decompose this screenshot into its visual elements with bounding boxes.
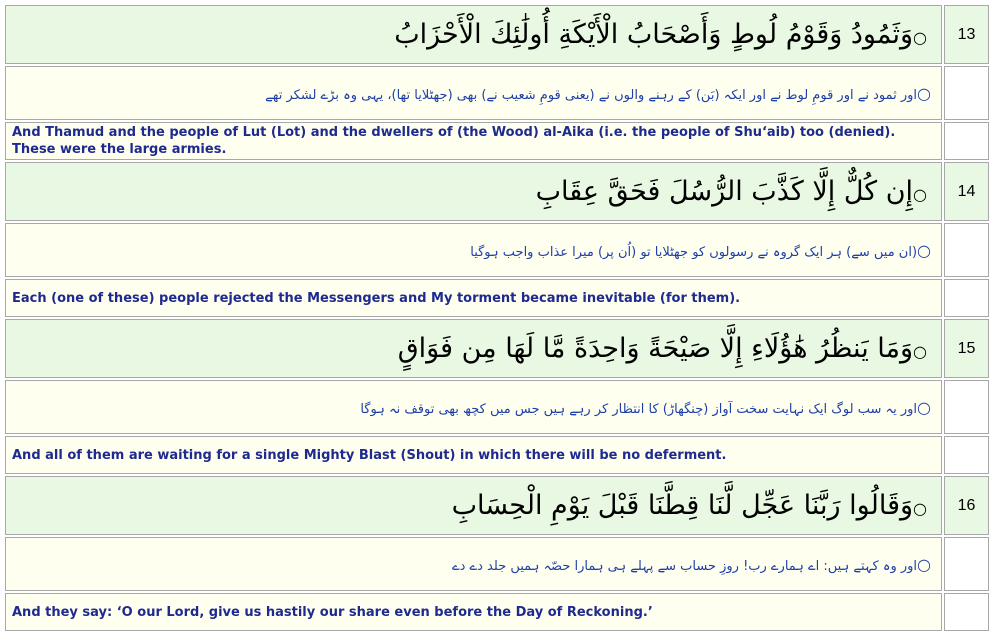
empty-cell bbox=[944, 380, 989, 434]
arabic-text: وَمَا يَنظُرُ هَٰؤُلَاءِ إِلَّا صَيْحَةً وَاحِدَةً مَّا لَهَا مِن فَوَاقٍ bbox=[397, 333, 914, 364]
verse-arabic-row bbox=[5, 5, 989, 64]
verse-end-marker: ○ bbox=[917, 397, 931, 417]
verse-arabic-row bbox=[5, 476, 989, 535]
urdu-translation: (ان میں سے) ہر ایک گروہ نے رسولوں کو جھٹلایا تو (اُن پر) میرا عذاب واجب ہوگیا bbox=[470, 244, 918, 260]
urdu-translation: اور یہ سب لوگ ایک نہایت سخت آواز (چنگھاڑ) کا انتظار کر رہے ہیں جس میں کچھ بھی توقف نہ ہوگا bbox=[360, 401, 918, 417]
empty-cell bbox=[944, 223, 989, 277]
urdu-translation: اور ثمود نے اور قومِ لوط نے اور ایکہ (بَن) کے رہنے والوں نے (یعنی قومِ شعیب نے) بھی (جھٹلایا تھا)، یہی وہ بڑے لشکر تھے bbox=[265, 87, 918, 103]
arabic-text-cell bbox=[5, 476, 942, 535]
arabic-text: إِن كُلٌّ إِلَّا كَذَّبَ الرُّسُلَ فَحَقَّ عِقَابِ bbox=[535, 176, 914, 207]
empty-cell bbox=[944, 593, 989, 631]
verse-urdu-row bbox=[5, 380, 989, 434]
verse-english-row bbox=[5, 436, 989, 474]
verse-table bbox=[3, 3, 991, 633]
verse-end-marker: ○ bbox=[917, 554, 931, 574]
english-translation: And Thamud and the people of Lut (Lot) and the dwellers of (the Wood) al-Aika (i.e. the people of Shu‘aib) too (denied). These were the large armies. bbox=[5, 122, 942, 160]
verse-end-marker: ○ bbox=[917, 83, 931, 103]
english-translation: And they say: ‘O our Lord, give us hastily our share even before the Day of Reckoning.’ bbox=[5, 593, 942, 631]
empty-cell bbox=[944, 279, 989, 317]
verse-urdu-row bbox=[5, 223, 989, 277]
verse-english-row bbox=[5, 593, 989, 631]
arabic-text: وَقَالُوا رَبَّنَا عَجِّل لَّنَا قِطَّنَا قَبْلَ يَوْمِ الْحِسَابِ bbox=[451, 490, 914, 521]
verse-end-marker: ○ bbox=[917, 240, 931, 260]
verse-table-container bbox=[3, 3, 991, 633]
urdu-translation: اور وہ کہتے ہیں: اے ہمارے رب! روزِ حساب سے پہلے ہی ہمارا حصّہ ہمیں جلد دے دے bbox=[451, 558, 918, 574]
arabic-text-cell bbox=[5, 5, 942, 64]
verse-number: 14 bbox=[944, 162, 989, 221]
verse-number: 15 bbox=[944, 319, 989, 378]
urdu-translation-cell bbox=[5, 66, 942, 120]
verse-arabic-row bbox=[5, 319, 989, 378]
verse-number: 16 bbox=[944, 476, 989, 535]
urdu-translation-cell bbox=[5, 223, 942, 277]
verse-end-marker: ○ bbox=[913, 185, 927, 204]
verse-end-marker: ○ bbox=[913, 342, 927, 361]
verse-english-row bbox=[5, 122, 989, 160]
urdu-translation-cell bbox=[5, 537, 942, 591]
empty-cell bbox=[944, 66, 989, 120]
urdu-translation-cell bbox=[5, 380, 942, 434]
verse-urdu-row bbox=[5, 537, 989, 591]
arabic-text-cell bbox=[5, 319, 942, 378]
english-translation: And all of them are waiting for a single Mighty Blast (Shout) in which there will be no deferment. bbox=[5, 436, 942, 474]
arabic-text: وَثَمُودُ وَقَوْمُ لُوطٍ وَأَصْحَابُ الْأَيْكَةِ أُولَٰئِكَ الْأَحْزَابُ bbox=[394, 19, 914, 50]
verse-number: 13 bbox=[944, 5, 989, 64]
empty-cell bbox=[944, 436, 989, 474]
english-translation: Each (one of these) people rejected the Messengers and My torment became inevitable (for them). bbox=[5, 279, 942, 317]
verse-end-marker: ○ bbox=[913, 499, 927, 518]
empty-cell bbox=[944, 537, 989, 591]
verse-english-row bbox=[5, 279, 989, 317]
arabic-text-cell bbox=[5, 162, 942, 221]
verse-arabic-row bbox=[5, 162, 989, 221]
verse-end-marker: ○ bbox=[913, 28, 927, 47]
empty-cell bbox=[944, 122, 989, 160]
verse-urdu-row bbox=[5, 66, 989, 120]
